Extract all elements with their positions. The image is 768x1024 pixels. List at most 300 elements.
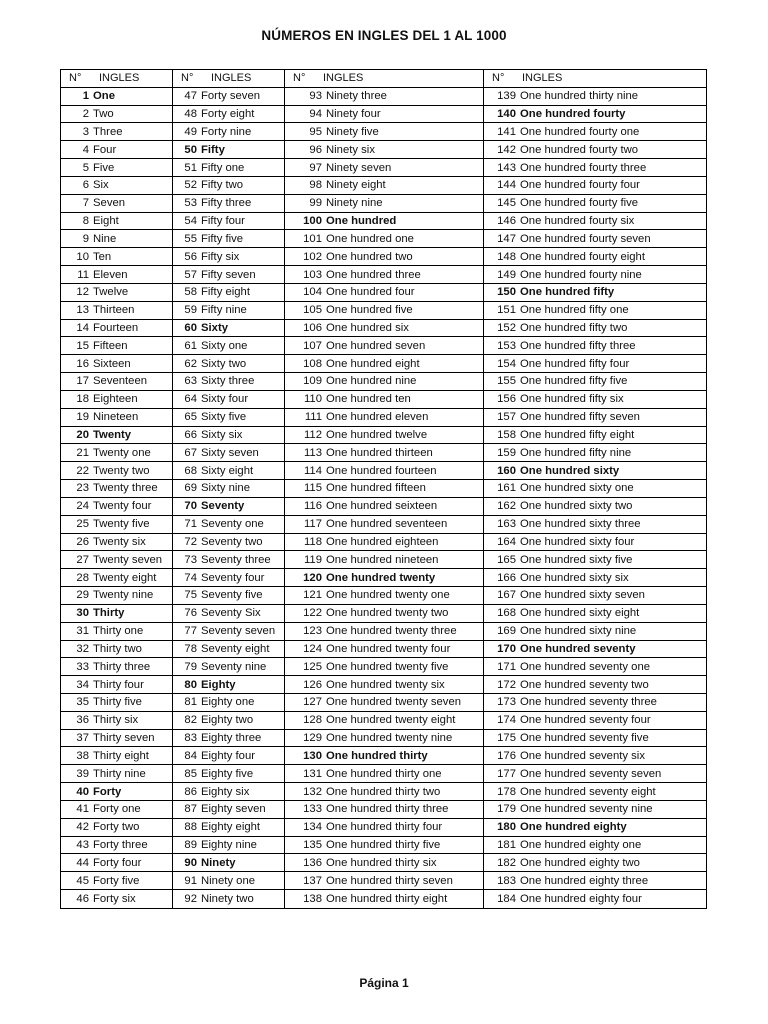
table-row [61, 783, 172, 801]
row-number: 15 [76, 339, 89, 352]
table-row [61, 159, 172, 177]
table-row [285, 409, 483, 427]
table-column-1 [61, 70, 173, 908]
table-row [61, 480, 172, 498]
row-english-word: Seventy one [201, 518, 264, 531]
row-number: 145 [497, 197, 516, 210]
table-row [61, 123, 172, 141]
row-number: 78 [184, 642, 197, 655]
row-english-word: Thirty four [93, 678, 144, 691]
table-row [484, 534, 706, 552]
row-english-word: One hundred five [326, 304, 413, 317]
row-number: 18 [76, 393, 89, 406]
row-english-word: Twelve [93, 286, 129, 299]
row-english-word: One hundred six [326, 322, 409, 334]
table-row [173, 248, 284, 266]
row-number: 23 [76, 482, 89, 495]
table-row [61, 534, 172, 552]
table-row [173, 462, 284, 480]
row-number: 100 [303, 215, 322, 228]
table-row [61, 462, 172, 480]
row-english-word: Fifty six [201, 250, 240, 263]
row-number: 134 [303, 821, 322, 834]
table-row [285, 355, 483, 373]
row-number: 39 [76, 767, 89, 780]
table-row [61, 694, 172, 712]
row-number: 55 [184, 232, 197, 245]
row-number: 95 [309, 125, 322, 138]
row-number: 147 [497, 232, 516, 245]
row-english-word: One hundred thirty three [326, 803, 449, 816]
row-english-word: Seventy Six [201, 607, 261, 620]
row-number: 25 [76, 518, 89, 531]
table-row [173, 141, 284, 159]
table-row [484, 516, 706, 534]
row-number: 89 [184, 839, 197, 852]
row-number: 174 [497, 714, 516, 727]
table-row [173, 641, 284, 659]
row-english-word: One hundred fifty four [520, 357, 630, 370]
row-number: 82 [184, 714, 197, 727]
table-row [285, 837, 483, 855]
row-number: 129 [303, 732, 322, 745]
table-row [173, 516, 284, 534]
table-row [484, 854, 706, 872]
row-number: 103 [303, 268, 322, 281]
table-row [484, 159, 706, 177]
row-english-word: One hundred fifty [520, 286, 615, 299]
row-number: 70 [184, 500, 197, 513]
row-english-word: One hundred sixty five [520, 553, 633, 566]
table-row [484, 747, 706, 765]
row-number: 175 [497, 732, 516, 745]
row-english-word: One hundred nine [326, 375, 417, 388]
row-english-word: Thirty one [93, 625, 144, 638]
table-row [61, 551, 172, 569]
row-number: 87 [184, 803, 197, 816]
row-english-word: One hundred seventy three [520, 696, 657, 709]
table-row [484, 355, 706, 373]
table-row [173, 320, 284, 338]
table-row [173, 302, 284, 320]
row-english-word: Eighty one [201, 696, 255, 709]
table-row [285, 337, 483, 355]
table-row [61, 427, 172, 445]
table-row [61, 213, 172, 231]
row-english-word: One hundred fourty four [520, 179, 640, 192]
row-english-word: Eighteen [93, 393, 138, 406]
header-number-label: N° [69, 72, 82, 85]
row-number: 79 [184, 660, 197, 673]
row-number: 9 [82, 232, 89, 245]
row-english-word: Eighty nine [201, 839, 257, 852]
table-row [484, 391, 706, 409]
row-number: 22 [76, 464, 89, 477]
row-english-word: One hundred seventy five [520, 732, 649, 745]
row-english-word: Forty [93, 785, 122, 798]
row-english-word: Sixty nine [201, 482, 250, 495]
table-row [285, 462, 483, 480]
table-row [61, 587, 172, 605]
row-english-word: One hundred seventy four [520, 714, 651, 727]
row-english-word: Seventy three [201, 553, 271, 566]
row-number: 154 [497, 357, 516, 370]
row-english-word: One hundred sixty [520, 464, 620, 477]
row-number: 179 [497, 803, 516, 816]
table-row [484, 872, 706, 890]
row-english-word: Seventeen [93, 375, 148, 388]
table-row [173, 159, 284, 177]
row-english-word: Twenty [93, 428, 132, 441]
row-number: 93 [309, 90, 322, 103]
row-number: 112 [303, 428, 322, 441]
row-number: 164 [497, 535, 516, 548]
row-english-word: One hundred twenty six [326, 678, 445, 691]
row-english-word: One hundred four [326, 286, 415, 299]
row-number: 30 [76, 607, 89, 620]
row-english-word: One hundred fourty five [520, 197, 639, 210]
table-row [61, 88, 172, 106]
row-number: 115 [303, 482, 322, 495]
table-row [173, 195, 284, 213]
table-row [484, 694, 706, 712]
row-number: 150 [497, 286, 516, 299]
row-number: 102 [303, 250, 322, 263]
row-number: 181 [497, 839, 516, 852]
row-english-word: One hundred sixty one [520, 482, 634, 495]
row-number: 116 [303, 500, 322, 513]
row-number: 158 [497, 428, 516, 441]
row-english-word: Forty eight [201, 108, 255, 121]
table-row [61, 248, 172, 266]
row-english-word: Nine [93, 232, 117, 245]
row-english-word: One hundred three [326, 268, 421, 281]
table-row [285, 551, 483, 569]
row-number: 38 [76, 749, 89, 762]
table-row [285, 141, 483, 159]
row-english-word: One hundred thirty six [326, 856, 437, 869]
table-row [61, 355, 172, 373]
table-row [484, 480, 706, 498]
row-number: 81 [184, 696, 197, 709]
row-english-word: One hundred eighty one [520, 839, 642, 852]
row-english-word: Three [93, 125, 123, 138]
row-english-word: One hundred fifty eight [520, 428, 635, 441]
row-number: 172 [497, 678, 516, 691]
row-number: 104 [303, 286, 322, 299]
table-row [173, 694, 284, 712]
table-row [61, 801, 172, 819]
row-english-word: Eighty eight [201, 821, 261, 834]
row-english-word: Fifty one [201, 161, 245, 174]
table-row [285, 373, 483, 391]
row-english-word: Forty two [93, 821, 140, 834]
table-row [285, 623, 483, 641]
row-english-word: Six [93, 179, 109, 192]
row-english-word: One hundred eleven [326, 411, 429, 424]
row-number: 40 [76, 785, 89, 798]
row-number: 1 [82, 90, 89, 103]
table-row [61, 854, 172, 872]
row-english-word: One hundred fifty two [520, 322, 628, 334]
row-english-word: One hundred eighteen [326, 535, 439, 548]
row-number: 35 [76, 696, 89, 709]
table-row [173, 337, 284, 355]
table-row [61, 712, 172, 730]
row-english-word: One hundred twelve [326, 428, 428, 441]
row-english-word: Ninety one [201, 874, 256, 887]
row-number: 5 [82, 161, 89, 174]
row-english-word: One hundred seventy [520, 642, 636, 655]
row-english-word: One hundred twenty five [326, 660, 449, 673]
row-number: 110 [303, 393, 322, 406]
row-number: 113 [303, 446, 322, 459]
row-english-word: Eighty six [201, 785, 250, 798]
row-number: 109 [303, 375, 322, 388]
table-row [285, 534, 483, 552]
row-english-word: Eight [93, 215, 119, 228]
row-number: 33 [76, 660, 89, 673]
row-number: 48 [184, 108, 197, 121]
table-row [61, 837, 172, 855]
row-number: 105 [303, 304, 322, 317]
row-english-word: One hundred twenty two [326, 607, 449, 620]
table-row [173, 658, 284, 676]
row-english-word: Seventy four [201, 571, 265, 584]
row-number: 108 [303, 357, 322, 370]
table-row [173, 444, 284, 462]
row-number: 12 [76, 286, 89, 299]
row-number: 59 [184, 304, 197, 317]
row-number: 96 [309, 143, 322, 156]
table-row [285, 230, 483, 248]
row-number: 31 [76, 625, 89, 638]
row-number: 51 [184, 161, 197, 174]
table-column-4 [484, 70, 706, 908]
row-english-word: Fifty five [201, 232, 244, 245]
header-english-label: INGLES [522, 72, 563, 85]
row-number: 14 [76, 322, 89, 334]
row-english-word: Seven [93, 197, 126, 210]
table-row [484, 427, 706, 445]
row-english-word: One hundred thirty eight [326, 893, 448, 905]
row-number: 46 [76, 893, 89, 905]
table-row [484, 302, 706, 320]
table-row [285, 819, 483, 837]
table-row [173, 587, 284, 605]
table-row [484, 409, 706, 427]
row-number: 21 [76, 446, 89, 459]
row-number: 88 [184, 821, 197, 834]
row-english-word: One hundred sixty eight [520, 607, 640, 620]
row-english-word: One hundred fourty eight [520, 250, 645, 263]
row-number: 153 [497, 339, 516, 352]
row-number: 67 [184, 446, 197, 459]
row-english-word: Ninety seven [326, 161, 392, 174]
row-number: 162 [497, 500, 516, 513]
row-number: 34 [76, 678, 89, 691]
row-english-word: One hundred thirty [326, 749, 428, 762]
row-english-word: Forty seven [201, 90, 261, 103]
row-number: 128 [303, 714, 322, 727]
row-number: 138 [303, 893, 322, 905]
table-row [61, 302, 172, 320]
row-english-word: One hundred thirty four [326, 821, 443, 834]
row-english-word: Eighty three [201, 732, 262, 745]
row-number: 42 [76, 821, 89, 834]
table-row [484, 676, 706, 694]
row-number: 137 [303, 874, 322, 887]
table-row [173, 854, 284, 872]
row-english-word: Twenty one [93, 446, 151, 459]
table-row [61, 658, 172, 676]
row-number: 2 [82, 108, 89, 121]
row-number: 127 [303, 696, 322, 709]
row-english-word: Sixty three [201, 375, 255, 388]
table-row [173, 106, 284, 124]
row-number: 20 [76, 428, 89, 441]
row-number: 176 [497, 749, 516, 762]
table-row [484, 213, 706, 231]
row-number: 155 [497, 375, 516, 388]
row-number: 36 [76, 714, 89, 727]
row-number: 135 [303, 839, 322, 852]
row-english-word: One hundred thirty five [326, 839, 441, 852]
table-row [61, 569, 172, 587]
row-english-word: One hundred eighty [520, 821, 627, 834]
row-number: 139 [497, 90, 516, 103]
row-number: 177 [497, 767, 516, 780]
row-english-word: Thirty seven [93, 732, 155, 745]
row-english-word: One hundred fourty one [520, 125, 640, 138]
row-number: 76 [184, 607, 197, 620]
table-row [285, 730, 483, 748]
table-row [173, 605, 284, 623]
row-number: 50 [184, 143, 197, 156]
table-row [173, 391, 284, 409]
row-english-word: One hundred fourty three [520, 161, 647, 174]
row-english-word: Sixty four [201, 393, 249, 406]
row-english-word: Eighty [201, 678, 236, 691]
row-english-word: Fifteen [93, 339, 128, 352]
row-english-word: One [93, 90, 115, 103]
row-number: 72 [184, 535, 197, 548]
row-english-word: One hundred sixty two [520, 500, 633, 513]
row-english-word: Twenty two [93, 464, 150, 477]
document-title: NÚMEROS EN INGLES DEL 1 AL 1000 [261, 28, 507, 43]
table-row [285, 658, 483, 676]
row-english-word: Twenty five [93, 518, 150, 531]
row-english-word: One hundred seven [326, 339, 426, 352]
row-english-word: One hundred sixty nine [520, 625, 637, 638]
row-number: 80 [184, 678, 197, 691]
table-row [484, 623, 706, 641]
row-number: 69 [184, 482, 197, 495]
row-english-word: Forty nine [201, 125, 252, 138]
table-row [285, 872, 483, 890]
table-row [61, 177, 172, 195]
row-number: 144 [497, 179, 516, 192]
row-english-word: Sixty six [201, 428, 243, 441]
row-english-word: One hundred fifty seven [520, 411, 640, 424]
row-english-word: Thirty six [93, 714, 139, 727]
row-english-word: Ninety six [326, 143, 375, 156]
table-row [173, 88, 284, 106]
table-header-row [61, 70, 172, 88]
row-english-word: One hundred fifty six [520, 393, 624, 406]
table-row [61, 765, 172, 783]
row-english-word: One hundred fifty one [520, 304, 629, 317]
row-english-word: One hundred seventy one [520, 660, 651, 673]
table-row [484, 195, 706, 213]
table-row [285, 248, 483, 266]
row-english-word: One hundred twenty seven [326, 696, 462, 709]
row-english-word: One hundred sixty four [520, 535, 635, 548]
table-row [173, 783, 284, 801]
table-header-row [484, 70, 706, 88]
table-row [173, 623, 284, 641]
row-english-word: One hundred seventeen [326, 518, 448, 531]
row-english-word: Ten [93, 250, 112, 263]
row-english-word: Fifty four [201, 215, 245, 228]
table-row [61, 623, 172, 641]
table-row [61, 195, 172, 213]
table-row [285, 266, 483, 284]
row-english-word: Seventy seven [201, 625, 276, 638]
row-english-word: Two [93, 108, 114, 121]
row-english-word: Seventy [201, 500, 245, 513]
row-number: 62 [184, 357, 197, 370]
row-number: 92 [184, 893, 197, 905]
table-row [484, 444, 706, 462]
row-number: 13 [76, 304, 89, 317]
table-row [285, 106, 483, 124]
row-number: 119 [303, 553, 322, 566]
row-english-word: Sixteen [93, 357, 131, 370]
table-row [285, 302, 483, 320]
row-number: 4 [82, 143, 89, 156]
row-number: 183 [497, 874, 516, 887]
numbers-table [60, 69, 707, 909]
row-english-word: One hundred seixteen [326, 500, 438, 513]
row-number: 16 [76, 357, 89, 370]
row-number: 74 [184, 571, 197, 584]
header-english-label: INGLES [99, 72, 140, 85]
table-row [173, 373, 284, 391]
row-number: 118 [303, 535, 322, 548]
header-english-label: INGLES [211, 72, 252, 85]
row-number: 37 [76, 732, 89, 745]
table-row [173, 747, 284, 765]
row-number: 123 [303, 625, 322, 638]
row-english-word: Forty three [93, 839, 148, 852]
row-english-word: Twenty nine [93, 589, 154, 602]
row-english-word: One hundred [326, 215, 397, 228]
table-row [285, 391, 483, 409]
row-english-word: One hundred one [326, 232, 414, 245]
table-row [484, 783, 706, 801]
row-number: 131 [303, 767, 322, 780]
row-number: 54 [184, 215, 197, 228]
row-english-word: One hundred sixty seven [520, 589, 645, 602]
table-row [61, 872, 172, 890]
table-row [285, 88, 483, 106]
table-row [484, 337, 706, 355]
table-row [285, 587, 483, 605]
row-number: 121 [303, 589, 322, 602]
table-row [61, 516, 172, 534]
row-number: 130 [303, 749, 322, 762]
